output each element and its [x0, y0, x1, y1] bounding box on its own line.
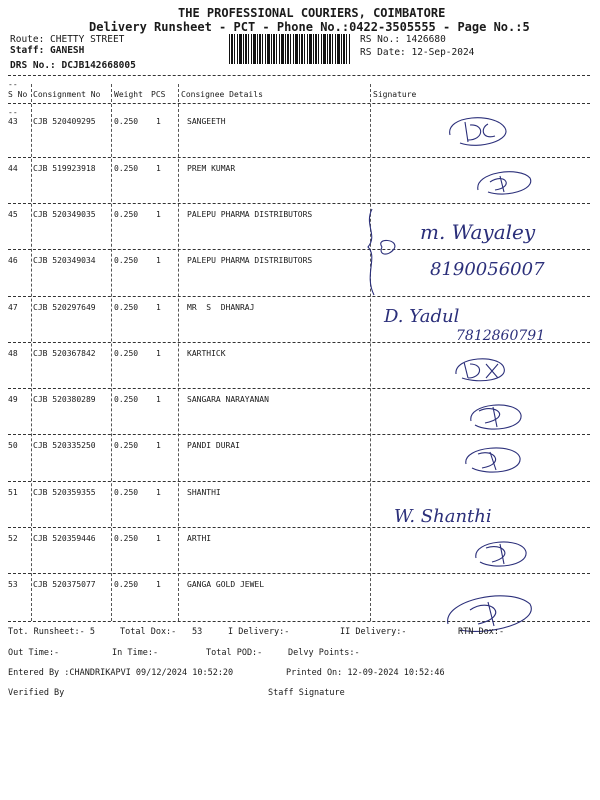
handwritten-phone: 7812860791 — [456, 328, 546, 344]
signature-44 — [470, 162, 540, 202]
route: Route: CHETTY STREET — [10, 34, 125, 45]
handwritten-name: m. Wayaley — [420, 220, 536, 244]
row-sno: 47 — [8, 303, 18, 312]
handwritten-name: W. Shanthi — [394, 506, 492, 527]
i-delivery: I Delivery:- — [228, 627, 290, 637]
row-sno: 51 — [8, 488, 18, 497]
handwritten-phone: 8190056007 — [430, 259, 545, 280]
row-cno: CJB 520349034 — [33, 256, 96, 265]
row-sno: 45 — [8, 210, 18, 219]
row-weight: 0.250 — [114, 303, 139, 312]
signature-49 — [465, 395, 525, 435]
row-cno: CJB 520359446 — [33, 534, 96, 543]
total-dox-label: Total Dox:- — [120, 627, 177, 637]
row-weight: 0.250 — [114, 580, 139, 589]
row-sno: 52 — [8, 534, 18, 543]
row-consignee: ARTHI — [187, 534, 212, 543]
printed-on: Printed On: 12-09-2024 10:52:46 — [286, 668, 445, 678]
ii-delivery: II Delivery:- — [340, 627, 407, 637]
row-weight: 0.250 — [114, 395, 139, 404]
row-sno: 48 — [8, 349, 18, 358]
runsheet-subtitle: Delivery Runsheet - PCT - Phone No.:0422-3505555 - Page No.:5 — [89, 20, 530, 34]
col-consignment: Consignment No — [33, 90, 101, 99]
signature-48 — [450, 350, 510, 386]
row-cno: CJB 519923918 — [33, 164, 96, 173]
total-dox-value: 53 — [192, 627, 203, 637]
handwritten-name: D. Yadul — [384, 306, 460, 327]
row-consignee: MR S DHANRAJ — [187, 303, 255, 312]
signature-45-46 — [360, 205, 560, 300]
col-consignee: Consignee Details — [181, 90, 263, 99]
row-sno: 49 — [8, 395, 18, 404]
row-pcs: 1 — [156, 117, 161, 126]
row-pcs: 1 — [156, 256, 161, 265]
rs-date: RS Date: 12-Sep-2024 — [360, 47, 475, 58]
barcode — [229, 34, 351, 64]
row-pcs: 1 — [156, 164, 161, 173]
rs-number: RS No.: 1426680 — [360, 34, 446, 45]
row-consignee: PANDI DURAI — [187, 441, 240, 450]
row-weight: 0.250 — [114, 534, 139, 543]
signature-43 — [440, 110, 520, 152]
row-pcs: 1 — [156, 488, 161, 497]
row-consignee: SHANTHI — [187, 488, 221, 497]
signature-50 — [460, 440, 525, 476]
signature-52 — [470, 532, 530, 572]
col-signature: Signature — [373, 90, 417, 99]
in-time: In Time:- — [112, 648, 159, 658]
row-cno: CJB 520359355 — [33, 488, 96, 497]
row-pcs: 1 — [156, 441, 161, 450]
row-cno: CJB 520367842 — [33, 349, 96, 358]
drs-number: DRS No.: DCJB142668005 — [10, 60, 136, 71]
out-time: Out Time:- — [8, 648, 60, 658]
row-pcs: 1 — [156, 349, 161, 358]
row-sno: 44 — [8, 164, 18, 173]
row-consignee: SANGARA NARAYANAN — [187, 395, 269, 404]
total-pod: Total POD:- — [206, 648, 263, 658]
row-consignee: SANGEETH — [187, 117, 226, 126]
signature-51 — [390, 496, 530, 532]
row-weight: 0.250 — [114, 349, 139, 358]
row-weight: 0.250 — [114, 210, 139, 219]
row-sno: 50 — [8, 441, 18, 450]
company-title: THE PROFESSIONAL COURIERS, COIMBATORE — [178, 6, 446, 20]
row-weight: 0.250 — [114, 441, 139, 450]
staff-signature: Staff Signature — [268, 688, 345, 698]
row-weight: 0.250 — [114, 164, 139, 173]
row-cno: CJB 520375077 — [33, 580, 96, 589]
row-consignee: PREM KUMAR — [187, 164, 236, 173]
rtn-dox: RTN Dox:- — [458, 627, 505, 637]
signature-47 — [380, 298, 560, 346]
row-cno: CJB 520349035 — [33, 210, 96, 219]
tot-runsheet: Tot. Runsheet:- 5 — [8, 627, 95, 637]
row-consignee: KARTHICK — [187, 349, 226, 358]
row-cno: CJB 520297649 — [33, 303, 96, 312]
row-consignee: GANGA GOLD JEWEL — [187, 580, 265, 589]
row-sno: 43 — [8, 117, 18, 126]
row-cno: CJB 520380289 — [33, 395, 96, 404]
row-pcs: 1 — [156, 395, 161, 404]
row-weight: 0.250 — [114, 117, 139, 126]
row-pcs: 1 — [156, 580, 161, 589]
col-weight: Weight — [114, 90, 143, 99]
verified-by: Verified By — [8, 688, 65, 698]
col-sno: S No — [8, 90, 28, 99]
row-weight: 0.250 — [114, 488, 139, 497]
row-sno: 46 — [8, 256, 18, 265]
staff: Staff: GANESH — [10, 45, 85, 56]
col-pcs: PCS — [151, 90, 166, 99]
row-cno: CJB 520335250 — [33, 441, 96, 450]
row-sno: 53 — [8, 580, 18, 589]
entered-by: Entered By :CHANDRIKAPVI 09/12/2024 10:52:20 — [8, 668, 234, 678]
row-pcs: 1 — [156, 210, 161, 219]
row-weight: 0.250 — [114, 256, 139, 265]
row-cno: CJB 520409295 — [33, 117, 96, 126]
row-consignee: PALEPU PHARMA DISTRIBUTORS — [187, 210, 313, 219]
delvy-points: Delvy Points:- — [288, 648, 360, 658]
row-pcs: 1 — [156, 534, 161, 543]
row-pcs: 1 — [156, 303, 161, 312]
row-consignee: PALEPU PHARMA DISTRIBUTORS — [187, 256, 313, 265]
